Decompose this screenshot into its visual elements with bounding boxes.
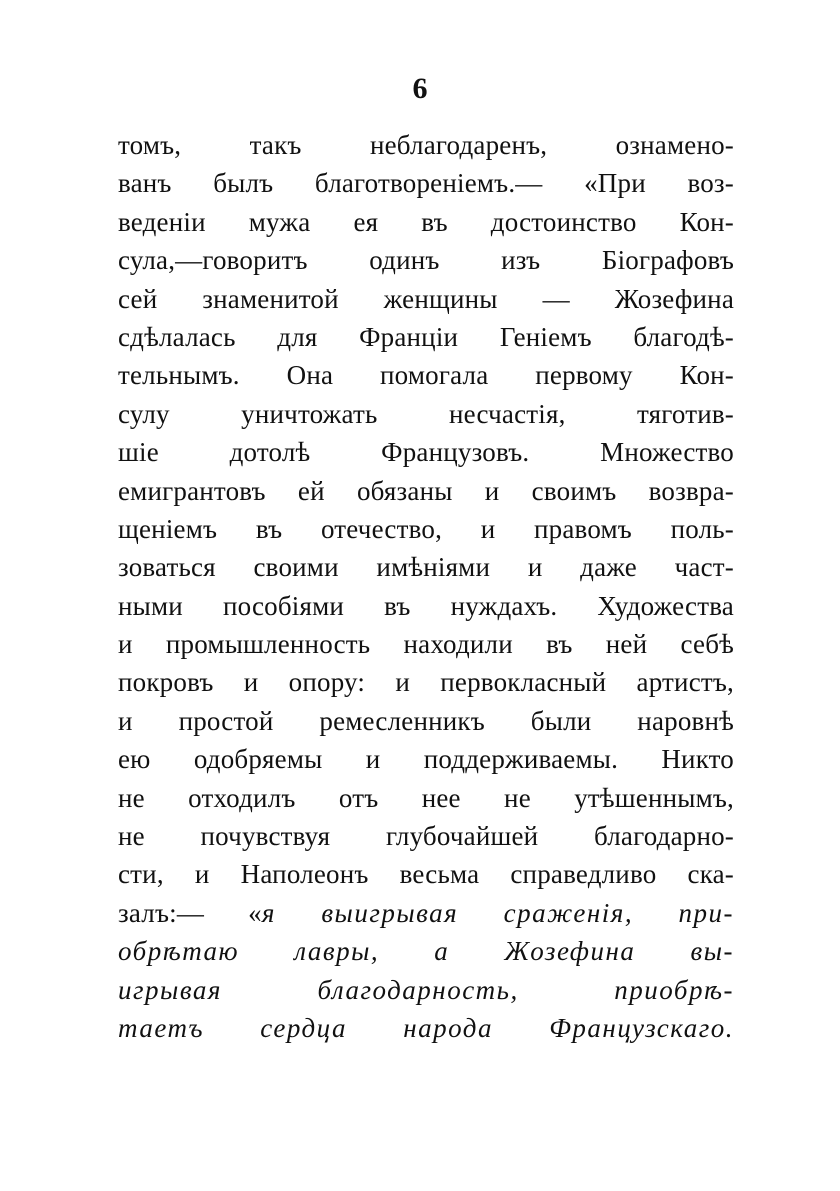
quote-text: я выигрывая сраженія, при- (261, 897, 734, 928)
text-line: зоваться своими имѣніями и даже част- (118, 552, 734, 583)
text-line: томъ, такъ неблагодаренъ, ознамено- (118, 130, 734, 160)
text-line: веденіи мужа ея въ достоинство Кон- (118, 206, 734, 237)
text-line: ными пособіями въ нуждахъ. Художества (118, 590, 734, 621)
text-line: сдѣлалась для Франціи Геніемъ благодѣ- (118, 321, 734, 352)
text-line: сула,—говоритъ одинъ изъ Біографовъ (118, 245, 734, 276)
quote-start-line (118, 894, 734, 932)
text-line: сулу уничтожать несчастія, тяготив- (118, 398, 734, 429)
text-line: щеніемъ въ отечество, и правомъ поль- (118, 513, 734, 544)
text-line: тельнымъ. Она помогала первому Кон- (118, 360, 734, 391)
quote-line: игрывая благодарность, приобрѣ- (118, 974, 734, 1005)
text-line: ею одобряемы и поддерживаемы. Никто (118, 744, 734, 775)
text-line: емигрантовъ ей обязаны и своимъ возвра- (118, 475, 734, 506)
quote-line: таетъ сердца народа Французскаго. (118, 1012, 734, 1043)
text-line: сти, и Наполеонъ весьма справедливо ска- (118, 859, 734, 890)
page-number: 6 (412, 72, 428, 105)
text-line: не отходилъ отъ нее не утѣшеннымъ, (118, 782, 734, 813)
text-line: покровъ и опору: и первокласный артистъ, (118, 667, 734, 698)
text-line: и промышленность находили въ ней себѣ (118, 629, 734, 660)
text-line: ванъ былъ благотвореніемъ.— «При воз- (118, 168, 734, 199)
text-line: шіе дотолѣ Французовъ. Множество (118, 437, 734, 468)
text-line: и простой ремесленникъ были наровнѣ (118, 705, 734, 736)
text-line: не почувствуя глубочайшей благодарно- (118, 821, 734, 852)
text-line: сей знаменитой женщины — Жозефина (118, 283, 734, 314)
body-text (118, 126, 734, 1047)
quote-intro: залъ:— « (118, 897, 262, 928)
quote-line: обрѣтаю лавры, а Жозефина вы- (118, 936, 734, 967)
